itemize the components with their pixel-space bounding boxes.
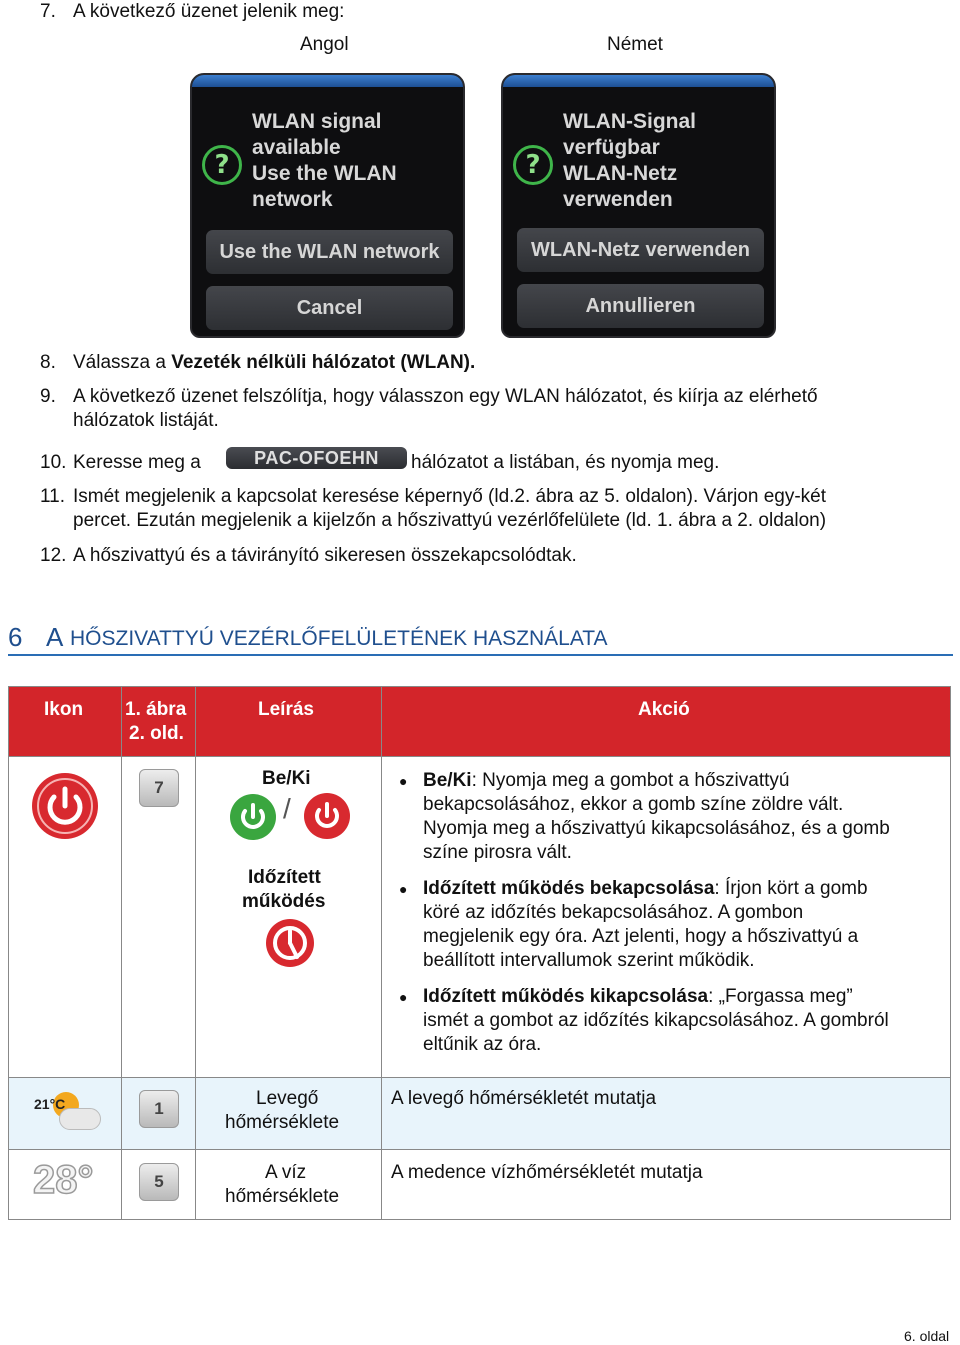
- bullet-timer-off: [391, 985, 951, 1057]
- step-10-number: 10.: [40, 452, 67, 473]
- section-number: 6: [8, 622, 23, 652]
- msg-line: network: [252, 188, 333, 211]
- step-12-text: A hőszivattyú és a távirányító sikeresen összekapcsolódtak.: [73, 545, 577, 566]
- desc-water-line2: hőmérséklete: [225, 1186, 340, 1207]
- step-11-line2: percet. Ezután megjelenik a kijelzőn a hőszivattyú vezérlőfelülete (ld. 1. ábra a 2. oldalon): [73, 510, 827, 531]
- step-12-number: 12.: [40, 545, 67, 566]
- bullet-line: Nyomja meg a hőszivattyú kikapcsolásához, és a gomb: [423, 818, 890, 839]
- step-10-post: hálózatot a listában, és nyomja meg.: [411, 452, 720, 473]
- bullet-line: bekapcsolásához, ekkor a gomb színe zöldre vált.: [423, 794, 844, 815]
- section-big-letter: A: [46, 622, 64, 652]
- header-description: Leírás: [258, 699, 314, 720]
- controls-table: [8, 686, 951, 1220]
- cancel-button[interactable]: Cancel: [206, 286, 453, 330]
- power-green-icon: [228, 792, 278, 842]
- timer-clock-icon: [264, 917, 316, 969]
- step-8-text: [73, 351, 475, 375]
- bullet-span: : Nyomja meg a gombot a hőszivattyú: [471, 770, 790, 791]
- col-divider: [381, 687, 382, 1219]
- bullet-bold: Időzített működés kikapcsolása: [423, 986, 709, 1007]
- bullet-line: ismét a gombot az időzítés kikapcsolásához. A gombról: [423, 1010, 889, 1031]
- section-heading: [8, 622, 953, 656]
- msg-line: Use the WLAN: [252, 162, 397, 185]
- cloud-shape: [59, 1108, 101, 1130]
- col-divider: [121, 687, 122, 1219]
- key-7-icon: 7: [139, 769, 179, 807]
- power-red-icon: [302, 791, 352, 841]
- header-fig1: 1. ábra: [125, 699, 187, 720]
- bullet-line: köré az időzítés bekapcsolásához. A gombon: [423, 902, 804, 923]
- action-air: A levegő hőmérsékletét mutatja: [391, 1088, 657, 1109]
- bullet-bold: Be/Ki: [423, 770, 472, 791]
- bullet-line: [423, 769, 949, 793]
- bullet-bold: Időzített működés bekapcsolása: [423, 878, 715, 899]
- step-8-number: 8.: [40, 352, 56, 373]
- bullet-text: [423, 985, 949, 1057]
- bullet-span: : „Forgassa meg”: [708, 986, 853, 1007]
- bullet-line: megjelenik egy óra. Azt jelenti, hogy a hőszivattyú a: [423, 926, 859, 947]
- msg-line: WLAN-Netz: [563, 162, 678, 185]
- bullet-line: eltűnik az óra.: [423, 1034, 542, 1055]
- step-7-text: A következő üzenet jelenik meg:: [73, 1, 345, 22]
- msg-line: WLAN-Signal: [563, 110, 696, 133]
- bullet-span: : Írjon kört a gomb: [714, 878, 868, 899]
- slash-separator: /: [283, 793, 291, 824]
- step-9-line2: hálózatok listáját.: [73, 410, 219, 431]
- use-wlan-net-button[interactable]: WLAN-Netz verwenden: [517, 228, 764, 272]
- step-10-pre: Keresse meg a: [73, 452, 201, 473]
- header-action: Akció: [638, 699, 690, 720]
- header-fig2: 2. old.: [129, 723, 184, 744]
- english-device-screen: [190, 73, 465, 338]
- water-temperature-icon: 28°: [33, 1158, 94, 1202]
- bullet-line: [423, 877, 949, 901]
- step-11-line1: Ismét megjelenik a kapcsolat keresése képernyő (ld.2. ábra az 5. oldalon). Várjon egy-két: [73, 486, 827, 507]
- german-label: Német: [607, 34, 663, 55]
- section-title: HŐSZIVATTYÚ VEZÉRLŐFELÜLETÉNEK HASZNÁLATA: [70, 627, 608, 650]
- use-wlan-button[interactable]: Use the WLAN network: [206, 230, 453, 274]
- bullet-line: beállított intervallumok szerint működik.: [423, 950, 755, 971]
- air-temp-label: 21°C: [34, 1096, 66, 1112]
- question-icon: ?: [513, 145, 553, 185]
- wlan-message: [252, 109, 462, 213]
- msg-line: verwenden: [563, 188, 673, 211]
- step-11-number: 11.: [40, 486, 66, 507]
- bullet-line: színe pirosra vált.: [423, 842, 572, 863]
- screen-top-bar: [503, 75, 774, 87]
- bullet-dot: ●: [399, 773, 408, 789]
- row-divider: [9, 1077, 950, 1078]
- desc-water-line1: A víz: [265, 1162, 307, 1183]
- bullet-on-off: [391, 769, 951, 865]
- row-divider: [9, 1149, 950, 1150]
- key-1-icon: 1: [139, 1090, 179, 1128]
- col-divider: [195, 687, 196, 1219]
- bullet-dot: ●: [399, 881, 408, 897]
- desc-timer-line2: működés: [242, 891, 326, 912]
- step-8-bold: Vezeték nélküli hálózatot (WLAN).: [171, 352, 476, 373]
- step-7-number: 7.: [40, 1, 56, 22]
- key-5-icon: 5: [139, 1163, 179, 1201]
- annullieren-button[interactable]: Annullieren: [517, 284, 764, 328]
- row-divider: [9, 756, 950, 757]
- header-icon: Ikon: [44, 699, 84, 720]
- page-number: 6. oldal: [904, 1328, 950, 1344]
- air-temperature-icon: [31, 1090, 103, 1138]
- german-device-screen: [501, 73, 776, 338]
- screen-top-bar: [192, 75, 463, 87]
- bullet-line: [423, 985, 949, 1009]
- desc-air-line1: Levegő: [256, 1088, 319, 1109]
- msg-line: available: [252, 136, 341, 159]
- desc-air-line2: hőmérséklete: [225, 1112, 340, 1133]
- bullet-text: [423, 877, 949, 973]
- question-icon: ?: [202, 145, 242, 185]
- msg-line: WLAN signal: [252, 110, 382, 133]
- bullet-timer-on: [391, 877, 951, 973]
- step-8-pre: Válassza a: [73, 352, 172, 373]
- wlan-message: [563, 109, 773, 213]
- english-label: Angol: [300, 34, 349, 55]
- action-water: A medence vízhőmérsékletét mutatja: [391, 1162, 703, 1183]
- desc-timer-line1: Időzített: [248, 867, 321, 888]
- desc-on-off: Be/Ki: [262, 768, 311, 789]
- step-9-number: 9.: [40, 386, 56, 407]
- step-9-line1: A következő üzenet felszólítja, hogy válasszon egy WLAN hálózatot, és kiírja az elérhető: [73, 386, 818, 407]
- power-button-icon: [30, 771, 100, 841]
- msg-line: verfügbar: [563, 136, 660, 159]
- bullet-text: [423, 769, 949, 865]
- bullet-dot: ●: [399, 989, 408, 1005]
- network-name-badge[interactable]: PAC-OFOEHN: [226, 447, 407, 469]
